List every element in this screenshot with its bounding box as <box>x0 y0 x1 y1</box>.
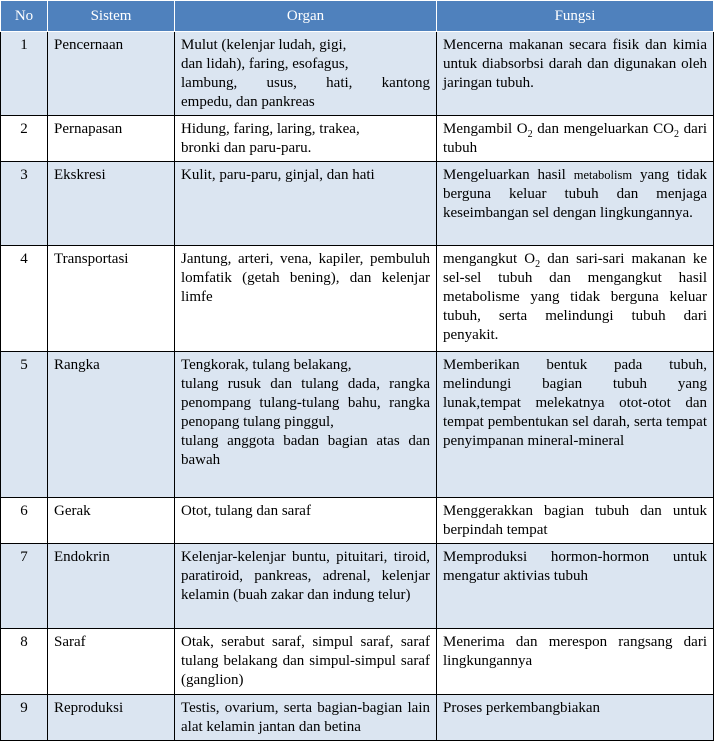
row-fungsi: Menggerakkan bagian tubuh dan untuk berpindah tempat <box>437 498 714 544</box>
row-sistem: Transportasi <box>48 246 175 352</box>
organ-line: dan lidah), faring, esofagus, <box>181 56 349 72</box>
row-fungsi: Memberikan bentuk pada tubuh, melindungi bagian tubuh yang lunak,tempat melekatnya otot-otot dan tempat pembentukan sel darah, serta tempat penyimpanan mineral-mineral <box>437 352 714 498</box>
row-organ <box>175 695 437 741</box>
fungsi-text: yang tidak berguna keluar tubuh dan menjaga keseimbangan sel dengan lingkungannya. <box>443 167 707 221</box>
row-sistem: Saraf <box>48 629 175 695</box>
fungsi-text: dari tubuh <box>443 121 707 156</box>
row-fungsi: Memproduksi hormon-hormon untuk mengatur aktivias tubuh <box>437 544 714 629</box>
table-row <box>1 498 714 544</box>
row-number: 2 <box>1 116 48 162</box>
row-number: 4 <box>1 246 48 352</box>
organ-line: lambung, usus, hati, kantong <box>181 75 430 91</box>
row-organ <box>175 498 437 544</box>
row-sistem: Rangka <box>48 352 175 498</box>
header-fungsi: Fungsi <box>437 1 714 32</box>
row-sistem: Gerak <box>48 498 175 544</box>
row-fungsi <box>437 116 714 162</box>
organ-line: Mulut (kelenjar ludah, gigi, <box>181 37 347 53</box>
organ-line: Testis, ovarium, serta bagian-bagian lain alat kelamin jantan dan betina <box>181 700 430 735</box>
table-row <box>1 629 714 695</box>
fungsi-text: metabolism <box>573 168 633 182</box>
row-number: 7 <box>1 544 48 629</box>
row-sistem: Ekskresi <box>48 162 175 246</box>
row-number: 6 <box>1 498 48 544</box>
row-sistem: Endokrin <box>48 544 175 629</box>
organ-line: Tengkorak, tulang belakang, <box>181 357 352 373</box>
table-row <box>1 116 714 162</box>
organ-line: empedu, dan pankreas <box>181 94 315 110</box>
row-organ <box>175 246 437 352</box>
row-number: 8 <box>1 629 48 695</box>
header-organ: Organ <box>175 1 437 32</box>
row-fungsi: Proses perkembangbiakan <box>437 695 714 741</box>
row-fungsi: Menerima dan merespon rangsang dari lingkungannya <box>437 629 714 695</box>
organ-line: Jantung, arteri, vena, kapiler, pembuluh lomfatik (getah bening), dan kelenjar limfe <box>181 251 430 305</box>
row-fungsi <box>437 162 714 246</box>
organ-line: tulang rusuk dan tulang dada, rangka penompang tulang-tulang bahu, rangka penopang tulang pinggul, <box>181 376 430 430</box>
header-sistem: Sistem <box>48 1 175 32</box>
fungsi-text: mengangkut O <box>443 251 536 267</box>
row-organ <box>175 162 437 246</box>
fungsi-text: Mengambil O <box>443 121 528 137</box>
table-row <box>1 246 714 352</box>
fungsi-text: dan sari-sari makanan ke sel-sel tubuh dan mengangkut hasil metabolisme yang tidak berguna keluar tubuh, serta melindungi tubuh dari penyakit. <box>443 251 707 343</box>
header-no: No <box>1 1 48 32</box>
row-sistem: Reproduksi <box>48 695 175 741</box>
subscript: 2 <box>535 259 541 270</box>
row-number: 1 <box>1 32 48 116</box>
row-fungsi: Mencerna makanan secara fisik dan kimia untuk diabsorbsi darah dan digunakan oleh jaringan tubuh. <box>437 32 714 116</box>
table-row <box>1 544 714 629</box>
organ-line: tulang anggota badan bagian atas dan bawah <box>181 433 430 468</box>
row-number: 5 <box>1 352 48 498</box>
table-row <box>1 162 714 246</box>
subscript: 2 <box>674 129 680 140</box>
row-sistem: Pernapasan <box>48 116 175 162</box>
row-organ <box>175 32 437 116</box>
organ-line: bronki dan paru-paru. <box>181 140 312 156</box>
row-number: 9 <box>1 695 48 741</box>
organ-line: Hidung, faring, laring, trakea, <box>181 121 360 137</box>
row-sistem: Pencernaan <box>48 32 175 116</box>
fungsi-text: dan mengeluarkan CO <box>532 121 675 137</box>
header-row <box>1 1 714 32</box>
row-fungsi <box>437 246 714 352</box>
row-organ <box>175 352 437 498</box>
table-row <box>1 352 714 498</box>
row-organ <box>175 544 437 629</box>
organ-line: Kulit, paru-paru, ginjal, dan hati <box>181 167 375 183</box>
row-organ <box>175 629 437 695</box>
fungsi-text: Mengeluarkan hasil <box>443 167 574 183</box>
row-number: 3 <box>1 162 48 246</box>
organ-line: Otak, serabut saraf, simpul saraf, saraf tulang belakang dan simpul-simpul saraf (ganglion) <box>181 634 430 688</box>
organ-line: Otot, tulang dan saraf <box>181 503 311 519</box>
subscript: 2 <box>527 129 533 140</box>
table-row <box>1 695 714 741</box>
organ-line: Kelenjar-kelenjar buntu, pituitari, tiroid, paratiroid, pankreas, adrenal, kelenjar kelamin (buah zakar dan indung telur) <box>181 549 430 603</box>
row-organ <box>175 116 437 162</box>
table-row <box>1 32 714 116</box>
